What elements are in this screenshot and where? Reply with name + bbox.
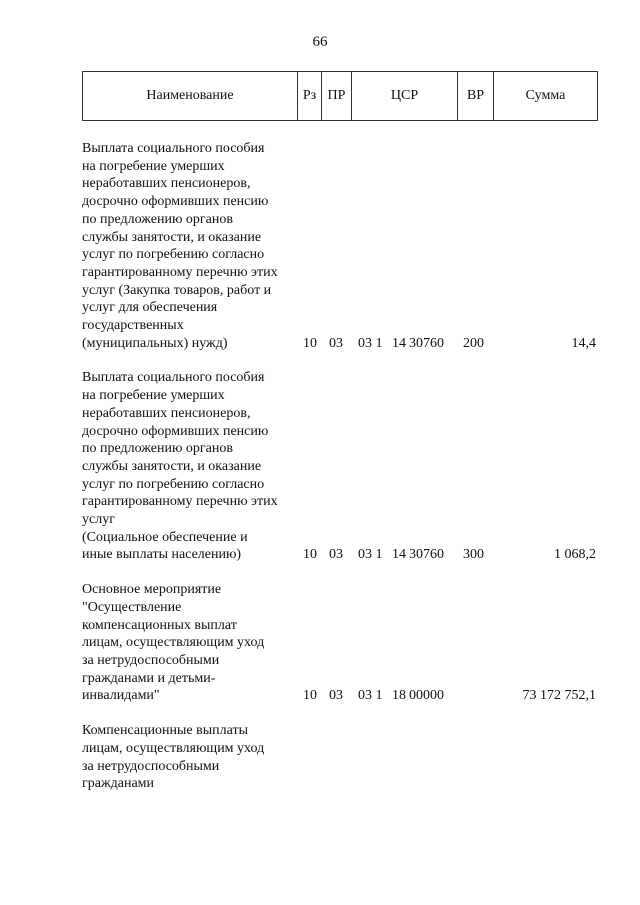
table-row xyxy=(82,581,598,705)
row-vr: 200 xyxy=(463,335,484,351)
header-pr: ПР xyxy=(322,72,352,120)
row-pr: 03 xyxy=(329,335,343,351)
row-rz: 10 xyxy=(303,688,317,704)
row-sum: 73 172 752,1 xyxy=(522,688,596,704)
header-csr: ЦСР xyxy=(352,72,458,120)
page-number: 66 xyxy=(312,34,328,50)
row-sum: 1 068,2 xyxy=(554,547,596,563)
row-pr: 03 xyxy=(329,547,343,563)
header-rz: Рз xyxy=(298,72,322,120)
row-csr-program: 03 1 xyxy=(358,688,383,704)
row-sum: 14,4 xyxy=(571,335,596,351)
row-codes xyxy=(303,687,598,705)
row-rz: 10 xyxy=(303,335,317,351)
table-row xyxy=(82,140,598,352)
row-pr: 03 xyxy=(329,688,343,704)
row-csr-event: 18 xyxy=(392,688,406,704)
row-csr-event: 14 xyxy=(392,547,406,563)
header-vr: ВР xyxy=(458,72,494,120)
table-body xyxy=(82,140,598,810)
row-vr: 300 xyxy=(463,547,484,563)
row-name: Выплата социального пособия на погребение умерших неработавших пенсионеров, досрочно оформивших пенсию по предложению органов службы занятости, и оказание услуг по погребению согласно гарантированному перечню этих услуг (Социальное обеспечение и иные выплаты населению) xyxy=(82,370,278,563)
table-row xyxy=(82,369,598,564)
header-sum: Сумма xyxy=(525,88,566,103)
row-rz: 10 xyxy=(303,547,317,563)
row-codes xyxy=(303,335,598,353)
row-csr-event: 14 xyxy=(392,335,406,351)
table-row xyxy=(82,722,598,793)
row-csr-direction: 30760 xyxy=(409,547,444,563)
row-name: Компенсационные выплаты лицам, осуществляющим уход за нетрудоспособными гражданами xyxy=(82,723,265,792)
row-codes xyxy=(303,546,598,564)
table-header xyxy=(82,71,598,121)
row-csr-direction: 00000 xyxy=(409,688,444,704)
row-csr-direction: 30760 xyxy=(409,335,444,351)
row-csr-program: 03 1 xyxy=(358,335,383,351)
row-csr-program: 03 1 xyxy=(358,547,383,563)
row-name: Основное мероприятие "Осуществление компенсационных выплат лицам, осуществляющим уход за нетрудоспособными гражданами и детьми- инвалидами" xyxy=(82,582,265,704)
header-name: Наименование xyxy=(83,72,298,120)
row-name: Выплата социального пособия на погребение умерших неработавших пенсионеров, досрочно оформивших пенсию по предложению органов службы занятости, и оказание услуг по погребению согласно гарантированному перечню этих услуг (Закупка товаров, работ и услуг для обеспечения государственных (муниципальных) нужд) xyxy=(82,141,278,351)
